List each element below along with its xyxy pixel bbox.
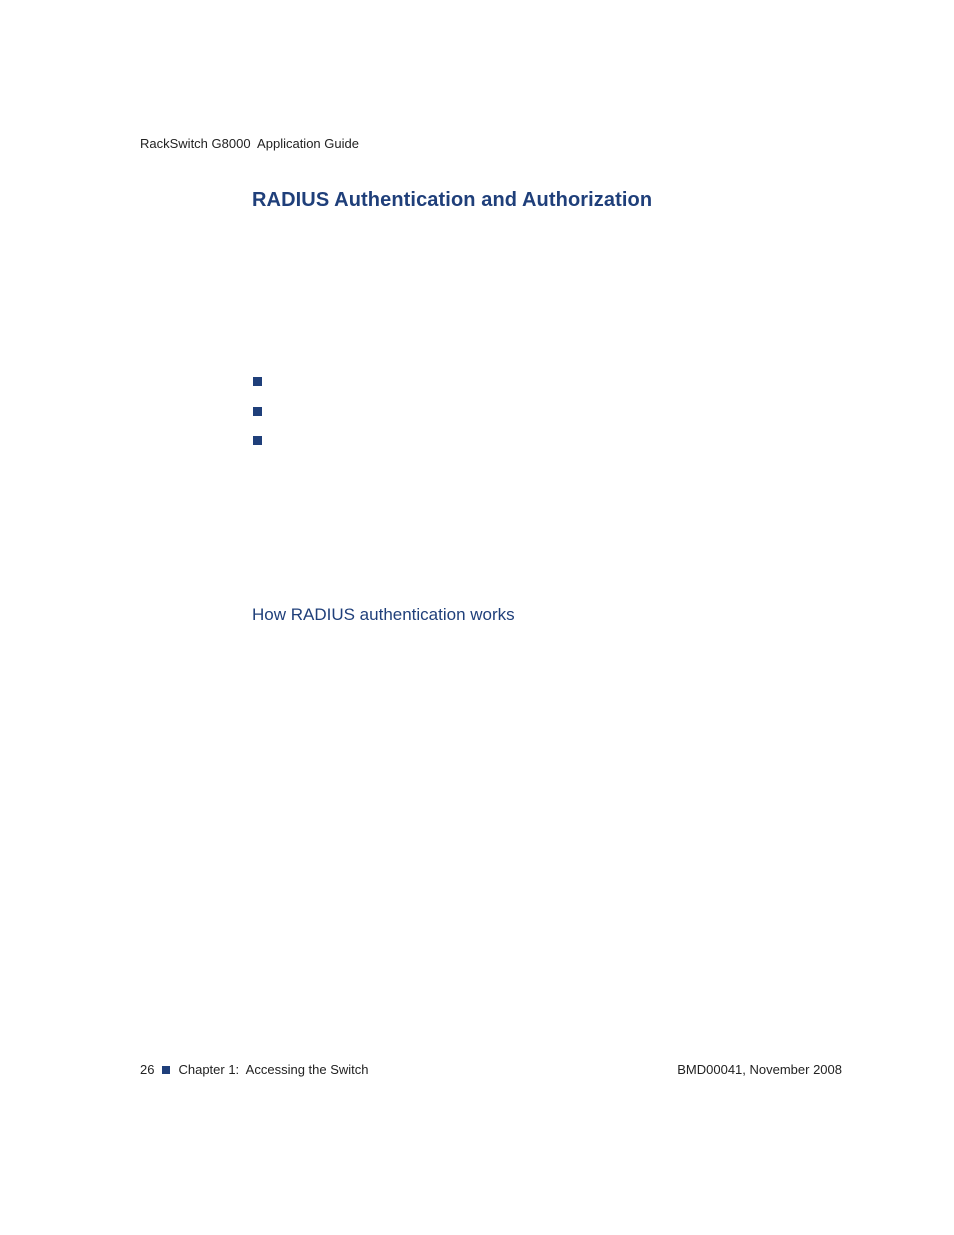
subsection-title: How RADIUS authentication works xyxy=(252,605,515,624)
square-separator-icon xyxy=(162,1066,170,1074)
section-title: RADIUS Authentication and Authorization xyxy=(252,189,653,211)
bullet-list xyxy=(253,377,262,466)
footer-left xyxy=(140,1062,369,1077)
square-bullet-icon xyxy=(253,436,262,445)
list-item xyxy=(253,436,262,466)
square-bullet-icon xyxy=(253,377,262,386)
document-id: BMD00041, November 2008 xyxy=(677,1062,842,1077)
chapter-title: Chapter 1: Accessing the Switch xyxy=(178,1062,369,1077)
list-item xyxy=(253,377,262,407)
page-number: 26 xyxy=(140,1062,155,1077)
list-item xyxy=(253,407,262,437)
running-header: RackSwitch G8000 Application Guide xyxy=(140,136,359,151)
square-bullet-icon xyxy=(253,407,262,416)
